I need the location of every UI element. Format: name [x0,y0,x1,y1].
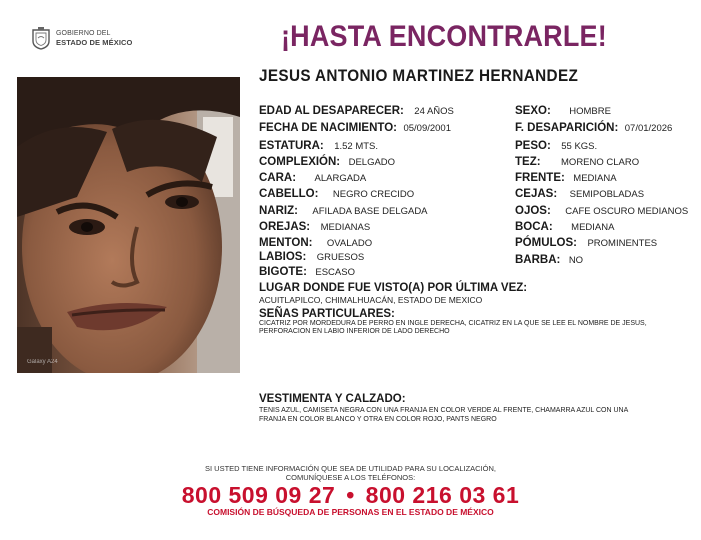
field-cejas [515,186,644,201]
field-boca [515,219,614,234]
bigote-value: ESCASO [315,267,355,278]
logo-line-2: ESTADO DE MÉXICO [56,38,133,47]
complexion-label: COMPLEXIÓN: [259,156,341,168]
edad-value: 24 AÑOS [414,106,454,117]
cara-value: ALARGADA [314,173,367,184]
barba-label: BARBA: [515,254,561,266]
person-photo-illustration [17,77,240,373]
cejas-label: CEJAS: [515,188,558,200]
logo-line-1: GOBIERNO DEL [56,30,111,37]
field-cara [259,170,366,185]
cara-label: CARA: [259,172,297,184]
phone-separator: • [346,482,355,508]
cabello-label: CABELLO: [259,188,319,200]
barba-value: NO [568,255,584,266]
field-orejas [259,219,370,234]
boca-label: BOCA: [515,221,553,233]
photo-caption: Galaxy A24 [27,359,58,365]
pomulos-value: PROMINENTES [587,238,658,249]
pomulos-label: PÓMULOS: [515,237,577,249]
field-ojos [515,203,688,218]
cejas-value: SEMIPOBLADAS [569,189,645,200]
estatura-label: ESTATURA: [259,140,324,152]
cabello-value: NEGRO CRECIDO [332,189,415,200]
phone-numbers [0,482,701,508]
phone-1: 800 509 09 27 [181,482,336,508]
field-pomulos [515,235,657,250]
lugar-section [259,280,527,295]
organization-name: COMISIÓN DE BÚSQUEDA DE PERSONAS EN EL ESTADO DE MÉXICO [207,507,494,517]
field-peso [515,138,597,153]
senas-line-2: PERFORACION EN LABIO INFERIOR DE LADO DERECHO [259,328,450,335]
peso-label: PESO: [515,140,551,152]
ojos-label: OJOS: [515,205,551,217]
field-bigote [259,264,355,279]
menton-value: OVALADO [326,238,373,249]
orejas-value: MEDIANAS [320,222,371,233]
sexo-label: SEXO: [515,105,551,117]
vestimenta-section [259,391,406,406]
field-frente [515,170,617,185]
lugar-value: ACUITLAPILCO, CHIMALHUACÁN, ESTADO DE MEXICO [259,295,483,305]
person-photo [17,77,240,373]
boca-value: MEDIANA [571,222,615,233]
senas-label: SEÑAS PARTICULARES: [259,308,395,320]
field-edad [259,103,454,118]
labios-value: GRUESOS [316,252,365,263]
sexo-value: HOMBRE [569,106,611,117]
field-tez [515,154,639,169]
field-nariz [259,203,428,218]
estatura-value: 1.52 MTS. [334,141,379,152]
headline: ¡HASTA ENCONTRARLE! [281,20,607,53]
footer-note-line-2: COMUNÍQUESE A LOS TELÉFONOS: [285,473,416,482]
vestimenta-label: VESTIMENTA Y CALZADO: [259,393,406,405]
nariz-value: AFILADA BASE DELGADA [312,206,428,217]
ojos-value: CAFE OSCURO MEDIANOS [565,206,689,217]
orejas-label: OREJAS: [259,221,311,233]
edad-label: EDAD AL DESAPARECER: [259,105,404,117]
field-complexion [259,154,395,169]
vestimenta-line-1: TENIS AZUL, CAMISETA NEGRA CON UNA FRANJA EN COLOR VERDE AL FRENTE, CHAMARRA AZUL CON UNA [259,407,629,414]
field-desaparicion [515,120,672,135]
field-barba [515,252,583,267]
nariz-label: NARIZ: [259,205,298,217]
person-name: JESUS ANTONIO MARTINEZ HERNANDEZ [259,66,579,85]
phone-2: 800 216 03 61 [365,482,520,508]
nacimiento-value: 05/09/2001 [403,123,451,134]
tez-value: MORENO CLARO [561,157,640,168]
field-cabello [259,186,414,201]
frente-value: MEDIANA [573,173,617,184]
state-seal-icon [30,26,52,50]
tez-label: TEZ: [515,156,541,168]
senas-line-1: CICATRIZ POR MORDEDURA DE PERRO EN INGLE DERECHA, CICATRIZ EN LA QUE SE LEE EL NOMBRE DE JESUS, [259,320,647,327]
lugar-label: LUGAR DONDE FUE VISTO(A) POR ÚLTIMA VEZ: [259,282,528,294]
complexion-value: DELGADO [348,157,396,168]
field-labios [259,249,364,264]
peso-value: 55 KGS. [561,141,598,152]
government-logo [30,26,132,50]
frente-label: FRENTE: [515,172,565,184]
labios-label: LABIOS: [259,251,307,263]
field-nacimiento [259,120,451,135]
field-estatura [259,138,378,153]
desaparicion-value: 07/01/2026 [624,123,673,134]
field-menton [259,235,372,250]
bigote-label: BIGOTE: [259,266,307,278]
footer-note-line-1: SI USTED TIENE INFORMACIÓN QUE SEA DE UTILIDAD PARA SU LOCALIZACIÓN, [204,464,497,473]
field-sexo [515,103,611,118]
desaparicion-label: F. DESAPARICIÓN: [515,122,619,134]
menton-label: MENTON: [259,237,313,249]
nacimiento-label: FECHA DE NACIMIENTO: [259,122,397,134]
vestimenta-line-2: FRANJA EN COLOR BLANCO Y OTRA EN COLOR ROJO, PANTS NEGRO [259,416,497,423]
